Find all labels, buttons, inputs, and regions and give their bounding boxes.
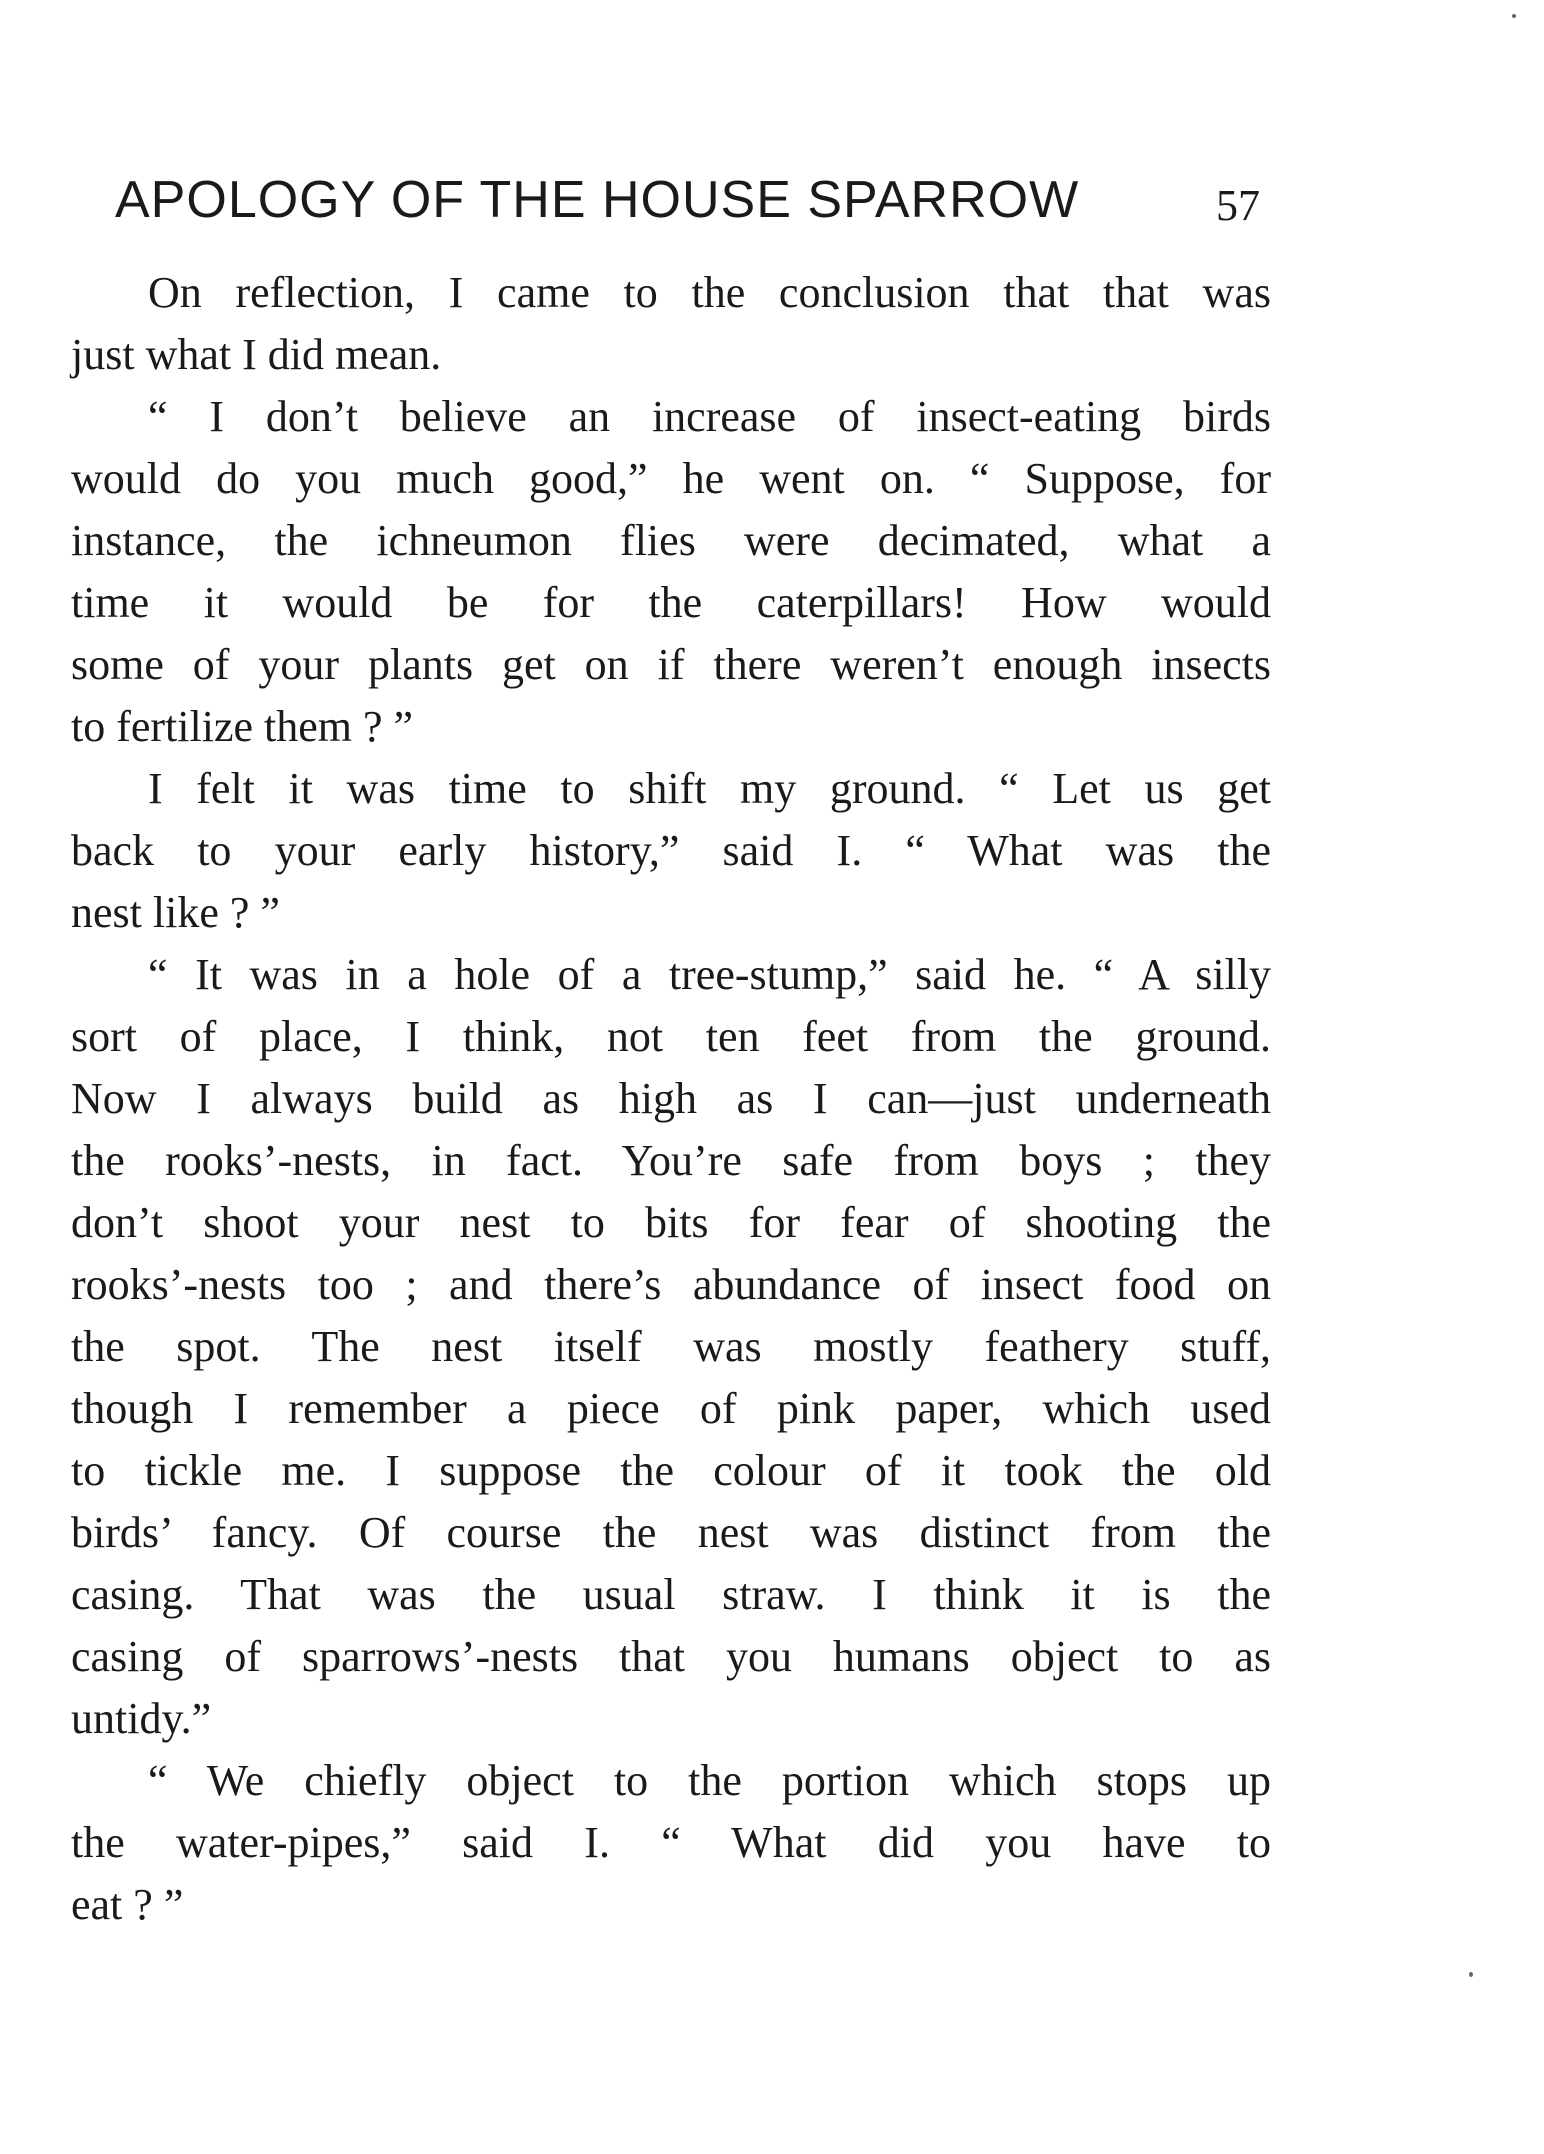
text-line: “ We chiefly object to the portion which stops up: [148, 1756, 1271, 1805]
text-line: would do you much good,” he went on. “ Suppose, for: [71, 454, 1271, 503]
text-line: rooks’-nests too ; and there’s abundance of insect food on: [71, 1260, 1271, 1309]
text-line: I felt it was time to shift my ground. “ Let us get: [148, 764, 1271, 813]
text-line: “ It was in a hole of a tree-stump,” said he. “ A silly: [148, 950, 1271, 999]
text-line: sort of place, I think, not ten feet from the ground.: [71, 1012, 1271, 1061]
text-line: the water-pipes,” said I. “ What did you have to: [71, 1818, 1271, 1867]
text-line: “ I don’t believe an increase of insect-eating birds: [148, 392, 1271, 441]
text-line: the rooks’-nests, in fact. You’re safe from boys ; they: [71, 1136, 1271, 1185]
page-number: 57: [1216, 181, 1260, 230]
text-line: birds’ fancy. Of course the nest was distinct from the: [71, 1508, 1271, 1557]
text-line: time it would be for the caterpillars! How would: [71, 578, 1271, 627]
text-line: nest like ? ”: [71, 888, 280, 937]
text-line: Now I always build as high as I can—just underneath: [71, 1074, 1271, 1123]
running-title: APOLOGY OF THE HOUSE SPARROW: [115, 171, 1080, 229]
text-line: to fertilize them ? ”: [71, 702, 414, 751]
text-line: instance, the ichneumon flies were decimated, what a: [71, 516, 1271, 565]
text-line: just what I did mean.: [71, 330, 442, 379]
paper-speck: [1469, 1972, 1473, 1977]
text-line: the spot. The nest itself was mostly feathery stuff,: [71, 1322, 1271, 1371]
text-line: to tickle me. I suppose the colour of it took the old: [71, 1446, 1271, 1495]
text-line: some of your plants get on if there weren’t enough insects: [71, 640, 1271, 689]
text-line: eat ? ”: [71, 1880, 184, 1929]
text-line: casing of sparrows’-nests that you humans object to as: [71, 1632, 1271, 1681]
text-line: On reflection, I came to the conclusion that that was: [148, 268, 1271, 317]
paper-speck: [1512, 14, 1516, 18]
text-line: back to your early history,” said I. “ What was the: [71, 826, 1271, 875]
text-line: though I remember a piece of pink paper, which used: [71, 1384, 1271, 1433]
text-line: don’t shoot your nest to bits for fear of shooting the: [71, 1198, 1271, 1247]
text-line: untidy.”: [71, 1694, 212, 1743]
text-line: casing. That was the usual straw. I think it is the: [71, 1570, 1271, 1619]
